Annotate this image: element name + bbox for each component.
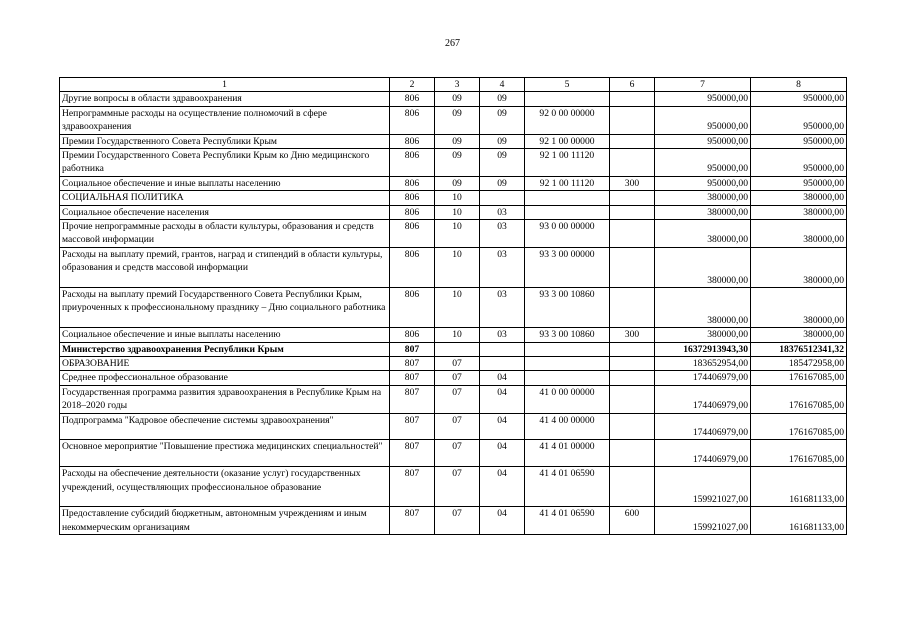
amount-year-2-cell: 176167085,00: [751, 385, 847, 413]
subsection-code-cell: 03: [480, 205, 525, 219]
expense-type-cell: [610, 149, 655, 177]
section-code-cell: 07: [435, 440, 480, 467]
target-article-cell: [525, 92, 610, 106]
amount-year-2-cell: 161681133,00: [751, 467, 847, 507]
table-row: [60, 176, 847, 190]
expense-description-cell: Расходы на выплату премий, грантов, наград и стипендий в области культуры, образования и средств массовой информации: [60, 247, 390, 287]
expense-type-cell: [610, 371, 655, 385]
expense-description-cell: Среднее профессиональное образование: [60, 371, 390, 385]
amount-year-1-cell: 159921027,00: [655, 467, 751, 507]
target-article-cell: 93 3 00 00000: [525, 247, 610, 287]
target-article-cell: 41 4 01 06590: [525, 507, 610, 535]
section-code-cell: 07: [435, 467, 480, 507]
subsection-code-cell: 04: [480, 440, 525, 467]
budget-table: [59, 77, 847, 535]
amount-year-1-cell: 950000,00: [655, 106, 751, 134]
table-row: [60, 328, 847, 342]
expense-description-cell: Социальное обеспечение населения: [60, 205, 390, 219]
section-code-cell: 07: [435, 413, 480, 440]
amount-year-2-cell: 380000,00: [751, 247, 847, 287]
amount-year-2-cell: 380000,00: [751, 328, 847, 342]
target-article-cell: 92 0 00 00000: [525, 106, 610, 134]
amount-year-2-cell: 950000,00: [751, 106, 847, 134]
section-code-cell: 10: [435, 191, 480, 205]
amount-year-1-cell: 159921027,00: [655, 507, 751, 535]
section-code-cell: 09: [435, 176, 480, 190]
amount-year-2-cell: 176167085,00: [751, 440, 847, 467]
subsection-code-cell: 09: [480, 106, 525, 134]
department-code-cell: 807: [390, 342, 435, 356]
table-row: [60, 134, 847, 148]
amount-year-1-cell: 380000,00: [655, 328, 751, 342]
amount-year-2-cell: 380000,00: [751, 220, 847, 248]
expense-type-cell: [610, 342, 655, 356]
department-code-cell: 807: [390, 413, 435, 440]
subsection-code-cell: 04: [480, 507, 525, 535]
table-row: [60, 385, 847, 413]
section-code-cell: 07: [435, 385, 480, 413]
target-article-cell: 41 4 01 06590: [525, 467, 610, 507]
target-article-cell: 93 0 00 00000: [525, 220, 610, 248]
amount-year-1-cell: 183652954,00: [655, 357, 751, 371]
header-cell: 5: [525, 78, 610, 92]
table-row: [60, 357, 847, 371]
target-article-cell: 41 4 00 00000: [525, 413, 610, 440]
header-cell: 4: [480, 78, 525, 92]
table-row: [60, 106, 847, 134]
target-article-cell: 92 1 00 00000: [525, 134, 610, 148]
expense-description-cell: ОБРАЗОВАНИЕ: [60, 357, 390, 371]
subsection-code-cell: 04: [480, 467, 525, 507]
header-cell: 6: [610, 78, 655, 92]
subsection-code-cell: 04: [480, 413, 525, 440]
section-code-cell: [435, 342, 480, 356]
amount-year-2-cell: 18376512341,32: [751, 342, 847, 356]
subsection-code-cell: 09: [480, 92, 525, 106]
expense-description-cell: Социальное обеспечение и иные выплаты населению: [60, 328, 390, 342]
amount-year-1-cell: 950000,00: [655, 134, 751, 148]
expense-type-cell: [610, 467, 655, 507]
table-row: [60, 440, 847, 467]
expense-type-cell: [610, 106, 655, 134]
expense-description-cell: Подпрограмма "Кадровое обеспечение системы здравоохранения": [60, 413, 390, 440]
amount-year-2-cell: 176167085,00: [751, 371, 847, 385]
table-row: [60, 413, 847, 440]
department-code-cell: 806: [390, 92, 435, 106]
header-cell: 7: [655, 78, 751, 92]
department-code-cell: 807: [390, 507, 435, 535]
expense-type-cell: [610, 440, 655, 467]
expense-description-cell: Предоставление субсидий бюджетным, автономным учреждениям и иным некоммерческим организациям: [60, 507, 390, 535]
table-row: [60, 247, 847, 287]
table-row: [60, 92, 847, 106]
amount-year-2-cell: 161681133,00: [751, 507, 847, 535]
expense-type-cell: 300: [610, 328, 655, 342]
expense-description-cell: Другие вопросы в области здравоохранения: [60, 92, 390, 106]
department-code-cell: 806: [390, 220, 435, 248]
table-row: [60, 288, 847, 328]
amount-year-1-cell: 380000,00: [655, 191, 751, 205]
department-code-cell: 806: [390, 176, 435, 190]
department-code-cell: 806: [390, 134, 435, 148]
amount-year-2-cell: 950000,00: [751, 176, 847, 190]
target-article-cell: 41 0 00 00000: [525, 385, 610, 413]
amount-year-2-cell: 185472958,00: [751, 357, 847, 371]
expense-type-cell: [610, 191, 655, 205]
expense-description-cell: Социальное обеспечение и иные выплаты населению: [60, 176, 390, 190]
amount-year-1-cell: 380000,00: [655, 220, 751, 248]
amount-year-2-cell: 380000,00: [751, 191, 847, 205]
subsection-code-cell: 03: [480, 288, 525, 328]
table-row: [60, 371, 847, 385]
department-code-cell: 807: [390, 440, 435, 467]
department-code-cell: 806: [390, 205, 435, 219]
target-article-cell: [525, 371, 610, 385]
section-code-cell: 10: [435, 247, 480, 287]
amount-year-1-cell: 174406979,00: [655, 440, 751, 467]
amount-year-2-cell: 950000,00: [751, 134, 847, 148]
expense-description-cell: СОЦИАЛЬНАЯ ПОЛИТИКА: [60, 191, 390, 205]
amount-year-1-cell: 174406979,00: [655, 371, 751, 385]
amount-year-1-cell: 16372913943,30: [655, 342, 751, 356]
subsection-code-cell: 03: [480, 328, 525, 342]
section-code-cell: 09: [435, 92, 480, 106]
expense-type-cell: [610, 220, 655, 248]
department-code-cell: 807: [390, 467, 435, 507]
department-code-cell: 807: [390, 371, 435, 385]
target-article-cell: [525, 191, 610, 205]
expense-type-cell: [610, 205, 655, 219]
expense-type-cell: [610, 413, 655, 440]
section-code-cell: 09: [435, 134, 480, 148]
expense-type-cell: [610, 288, 655, 328]
header-cell: 8: [751, 78, 847, 92]
expense-type-cell: [610, 92, 655, 106]
target-article-cell: [525, 342, 610, 356]
amount-year-1-cell: 950000,00: [655, 176, 751, 190]
subsection-code-cell: 04: [480, 371, 525, 385]
header-cell: 3: [435, 78, 480, 92]
department-code-cell: 807: [390, 385, 435, 413]
table-row: [60, 342, 847, 356]
target-article-cell: 92 1 00 11120: [525, 176, 610, 190]
target-article-cell: 93 3 00 10860: [525, 328, 610, 342]
expense-description-cell: Премии Государственного Совета Республики Крым: [60, 134, 390, 148]
department-code-cell: 806: [390, 328, 435, 342]
section-code-cell: 10: [435, 288, 480, 328]
target-article-cell: 92 1 00 11120: [525, 149, 610, 177]
section-code-cell: 07: [435, 507, 480, 535]
amount-year-2-cell: 380000,00: [751, 288, 847, 328]
expense-description-cell: Непрограммные расходы на осуществление полномочий в сфере здравоохранения: [60, 106, 390, 134]
table-row: [60, 220, 847, 248]
section-code-cell: 07: [435, 371, 480, 385]
amount-year-2-cell: 950000,00: [751, 92, 847, 106]
amount-year-2-cell: 380000,00: [751, 205, 847, 219]
section-code-cell: 10: [435, 328, 480, 342]
expense-type-cell: 300: [610, 176, 655, 190]
expense-description-cell: Основное мероприятие "Повышение престижа медицинских специальностей": [60, 440, 390, 467]
subsection-code-cell: [480, 357, 525, 371]
amount-year-1-cell: 380000,00: [655, 247, 751, 287]
table-row: [60, 149, 847, 177]
department-code-cell: 806: [390, 106, 435, 134]
department-code-cell: 806: [390, 191, 435, 205]
target-article-cell: 93 3 00 10860: [525, 288, 610, 328]
section-code-cell: 10: [435, 205, 480, 219]
amount-year-2-cell: 950000,00: [751, 149, 847, 177]
subsection-code-cell: [480, 342, 525, 356]
target-article-cell: [525, 357, 610, 371]
section-code-cell: 07: [435, 357, 480, 371]
amount-year-1-cell: 950000,00: [655, 149, 751, 177]
expense-type-cell: [610, 357, 655, 371]
expense-type-cell: [610, 134, 655, 148]
expense-description-cell: Расходы на обеспечение деятельности (оказание услуг) государственных учреждений, осуществляющих профессиональное образование: [60, 467, 390, 507]
expense-type-cell: [610, 247, 655, 287]
department-code-cell: 807: [390, 357, 435, 371]
subsection-code-cell: 03: [480, 220, 525, 248]
section-code-cell: 09: [435, 149, 480, 177]
expense-description-cell: Министерство здравоохранения Республики Крым: [60, 342, 390, 356]
amount-year-1-cell: 950000,00: [655, 92, 751, 106]
amount-year-1-cell: 380000,00: [655, 288, 751, 328]
table-row: [60, 191, 847, 205]
page-number: 267: [445, 38, 460, 49]
amount-year-2-cell: 176167085,00: [751, 413, 847, 440]
subsection-code-cell: 09: [480, 176, 525, 190]
expense-description-cell: Государственная программа развития здравоохранения в Республике Крым на 2018–2020 годы: [60, 385, 390, 413]
section-code-cell: 10: [435, 220, 480, 248]
subsection-code-cell: 03: [480, 247, 525, 287]
header-cell: 2: [390, 78, 435, 92]
subsection-code-cell: 09: [480, 149, 525, 177]
amount-year-1-cell: 174406979,00: [655, 385, 751, 413]
expense-type-cell: 600: [610, 507, 655, 535]
table-row: [60, 507, 847, 535]
amount-year-1-cell: 174406979,00: [655, 413, 751, 440]
amount-year-1-cell: 380000,00: [655, 205, 751, 219]
table-header-row: [60, 78, 847, 92]
subsection-code-cell: [480, 191, 525, 205]
target-article-cell: 41 4 01 00000: [525, 440, 610, 467]
subsection-code-cell: 04: [480, 385, 525, 413]
table-row: [60, 467, 847, 507]
expense-description-cell: Прочие непрограммные расходы в области культуры, образования и средств массовой информации: [60, 220, 390, 248]
subsection-code-cell: 09: [480, 134, 525, 148]
department-code-cell: 806: [390, 247, 435, 287]
header-cell: 1: [60, 78, 390, 92]
table-row: [60, 205, 847, 219]
expense-description-cell: Расходы на выплату премий Государственного Совета Республики Крым, приуроченных к профессиональному празднику – Дню социального работника: [60, 288, 390, 328]
expense-type-cell: [610, 385, 655, 413]
section-code-cell: 09: [435, 106, 480, 134]
department-code-cell: 806: [390, 149, 435, 177]
expense-description-cell: Премии Государственного Совета Республики Крым ко Дню медицинского работника: [60, 149, 390, 177]
department-code-cell: 806: [390, 288, 435, 328]
target-article-cell: [525, 205, 610, 219]
